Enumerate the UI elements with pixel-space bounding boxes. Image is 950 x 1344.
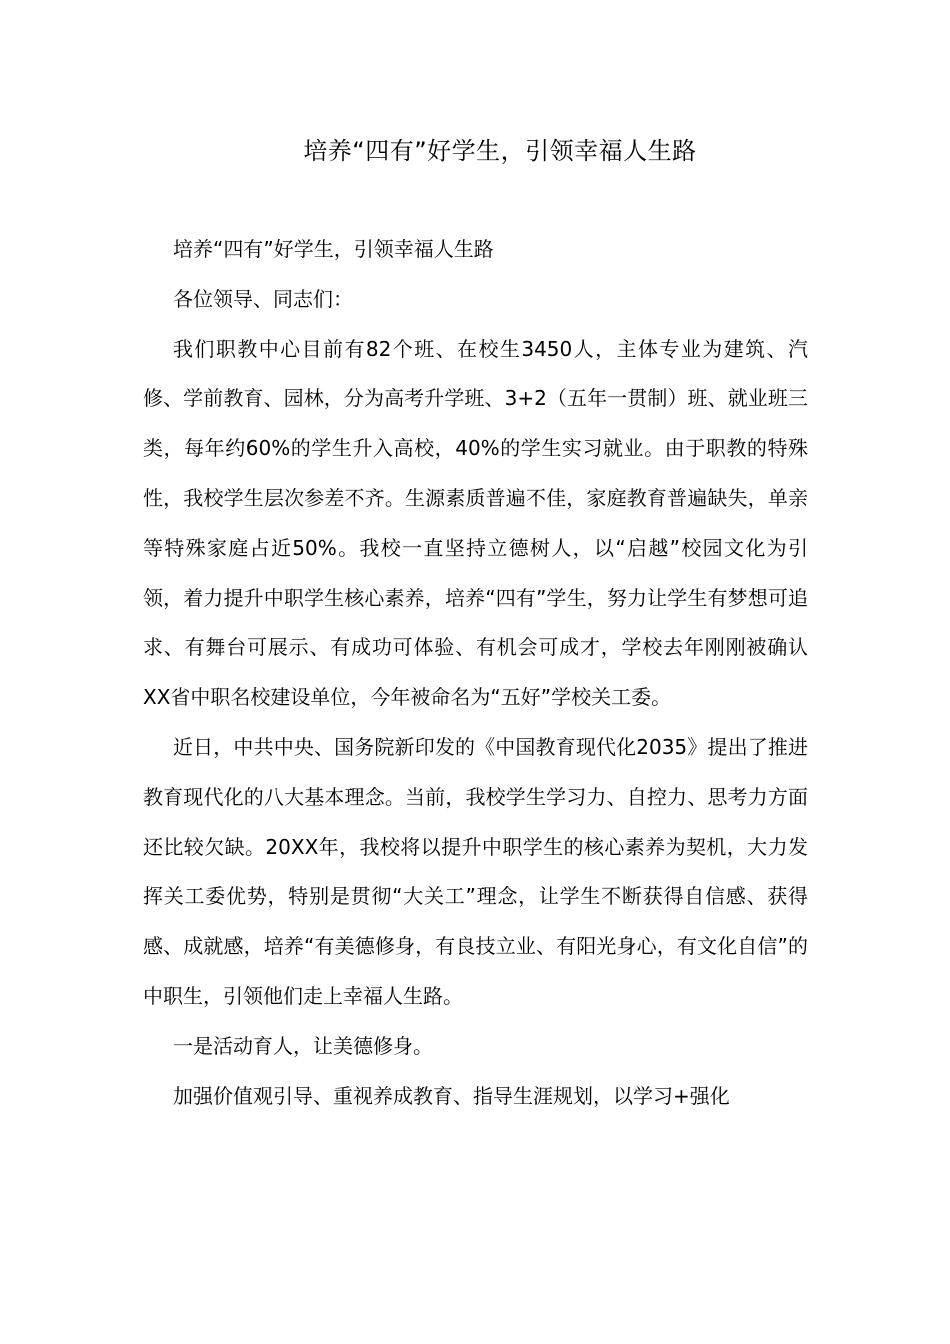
body-paragraph: 各位领导、同志们： [173,286,353,311]
document-body [143,225,808,1121]
body-paragraph: 培养“四有”好学生，引领幸福人生路 [173,237,494,261]
document-title: 培养“四有”好学生，引领幸福人生路 [303,137,697,165]
body-paragraph: 近日，中共中央、国务院新印发的《中国教育现代化2035》提出了推进教育现代化的八大基本理念。当前，我校学生学习力、自控力、思考力方面还比较欠缺。20XX年，我校将以提升中职学生的核心素养为契机，大力发挥关工委优势，特别是贯彻“大关工”理念，让学生不断获得自信感、获得感、成就感，培养“有美德修身，有良技立业、有阳光身心，有文化自信”的中职生，引领他们走上幸福人生路。 [143,734,808,1008]
body-paragraph: 加强价值观引导、重视养成教育、指导生涯规划，以学习+强化 [173,1083,730,1108]
body-paragraph: 我们职教中心目前有82个班、在校生3450人，主体专业为建筑、汽修、学前教育、园林，分为高考升学班、3+2（五年一贯制）班、就业班三类，每年约60%的学生升入高校，40%的学生实习就业。由于职教的特殊性，我校学生层次参差不齐。生源素质普遍不佳，家庭教育普遍缺失，单亲等特殊家庭占近50%。我校一直坚持立德树人，以“启越”校园文化为引领，着力提升中职学生核心素养，培养“四有”学生，努力让学生有梦想可追求、有舞台可展示、有成功可体验、有机会可成才，学校去年刚刚被确认XX省中职名校建设单位，今年被命名为“五好”学校关工委。 [143,336,808,710]
body-paragraph: 一是活动育人，让美德修身。 [173,1033,433,1058]
